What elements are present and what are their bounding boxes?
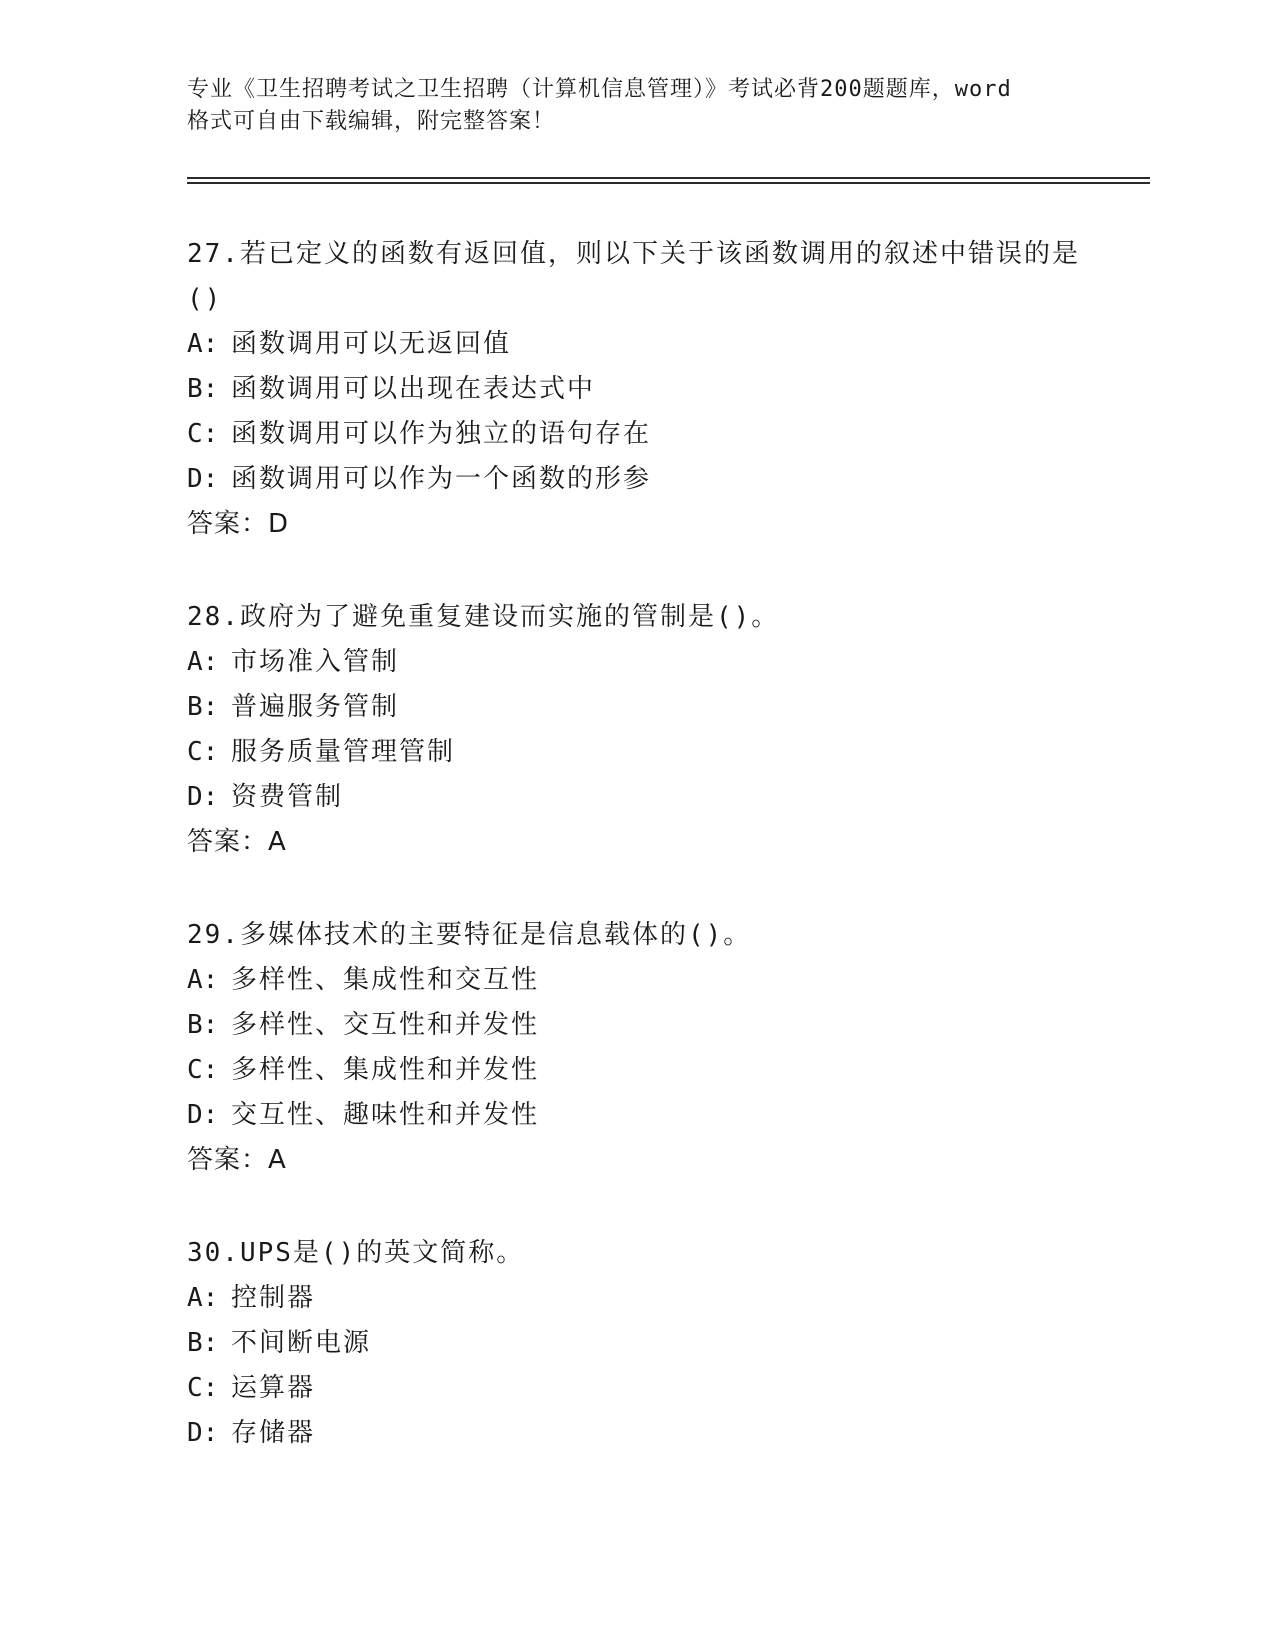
option-key: B: [187, 1328, 219, 1358]
option-b [187, 685, 1087, 730]
option-key: A: [187, 965, 219, 995]
option-c [187, 412, 1087, 457]
header-divider-bottom [187, 182, 1150, 184]
header-divider-top [187, 177, 1150, 179]
option-text: 普遍服务管制 [231, 692, 400, 722]
option-a [187, 1276, 1087, 1321]
option-text: 交互性、趣味性和并发性 [231, 1100, 540, 1130]
option-c [187, 1048, 1087, 1093]
option-c [187, 1366, 1087, 1411]
document-header [187, 74, 1087, 138]
option-text: 存储器 [231, 1418, 316, 1448]
option-d [187, 1411, 1087, 1456]
option-key: B: [187, 374, 219, 404]
question-text: 29.多媒体技术的主要特征是信息载体的()。 [187, 920, 752, 950]
option-key: B: [187, 1010, 219, 1040]
option-key: A: [187, 647, 219, 677]
option-c [187, 730, 1087, 775]
option-a [187, 640, 1087, 685]
question-text: 27.若已定义的函数有返回值，则以下关于该函数调用的叙述中错误的是() [187, 239, 1080, 314]
option-text: 函数调用可以出现在表达式中 [231, 374, 596, 404]
option-key: D: [187, 1418, 219, 1448]
option-text: 多样性、交互性和并发性 [231, 1010, 540, 1040]
option-text: 资费管制 [231, 782, 344, 812]
answer-label: 答案：D [187, 509, 290, 539]
question-text: 28.政府为了避免重复建设而实施的管制是()。 [187, 602, 780, 632]
question-29 [187, 913, 1087, 1183]
option-text: 多样性、集成性和交互性 [231, 965, 540, 995]
option-b [187, 367, 1087, 412]
question-27 [187, 232, 1087, 547]
option-a [187, 322, 1087, 367]
option-d [187, 457, 1087, 502]
option-key: D: [187, 1100, 219, 1130]
option-text: 函数调用可以无返回值 [231, 329, 512, 359]
option-key: C: [187, 1373, 219, 1403]
question-list [187, 232, 1087, 1504]
option-text: 运算器 [231, 1373, 316, 1403]
option-text: 不间断电源 [231, 1328, 372, 1358]
option-text: 函数调用可以作为独立的语句存在 [231, 419, 652, 449]
option-key: B: [187, 692, 219, 722]
header-line-2: 格式可自由下载编辑，附完整答案！ [187, 109, 556, 134]
option-text: 函数调用可以作为一个函数的形参 [231, 464, 652, 494]
question-30 [187, 1231, 1087, 1456]
answer-label: 答案：A [187, 1145, 287, 1175]
option-key: C: [187, 1055, 219, 1085]
option-key: C: [187, 419, 219, 449]
option-text: 多样性、集成性和并发性 [231, 1055, 540, 1085]
answer-label: 答案：A [187, 827, 287, 857]
option-d [187, 1093, 1087, 1138]
question-text: 30.UPS是()的英文简称。 [187, 1238, 525, 1268]
option-key: C: [187, 737, 219, 767]
question-28 [187, 595, 1087, 865]
option-key: D: [187, 782, 219, 812]
header-line-1: 专业《卫生招聘考试之卫生招聘（计算机信息管理）》考试必背200题题库，word [187, 77, 1012, 102]
option-key: D: [187, 464, 219, 494]
option-d [187, 775, 1087, 820]
option-key: A: [187, 1283, 219, 1313]
option-b [187, 1321, 1087, 1366]
option-a [187, 958, 1087, 1003]
option-key: A: [187, 329, 219, 359]
option-text: 控制器 [231, 1283, 316, 1313]
option-text: 市场准入管制 [231, 647, 400, 677]
option-b [187, 1003, 1087, 1048]
option-text: 服务质量管理管制 [231, 737, 456, 767]
